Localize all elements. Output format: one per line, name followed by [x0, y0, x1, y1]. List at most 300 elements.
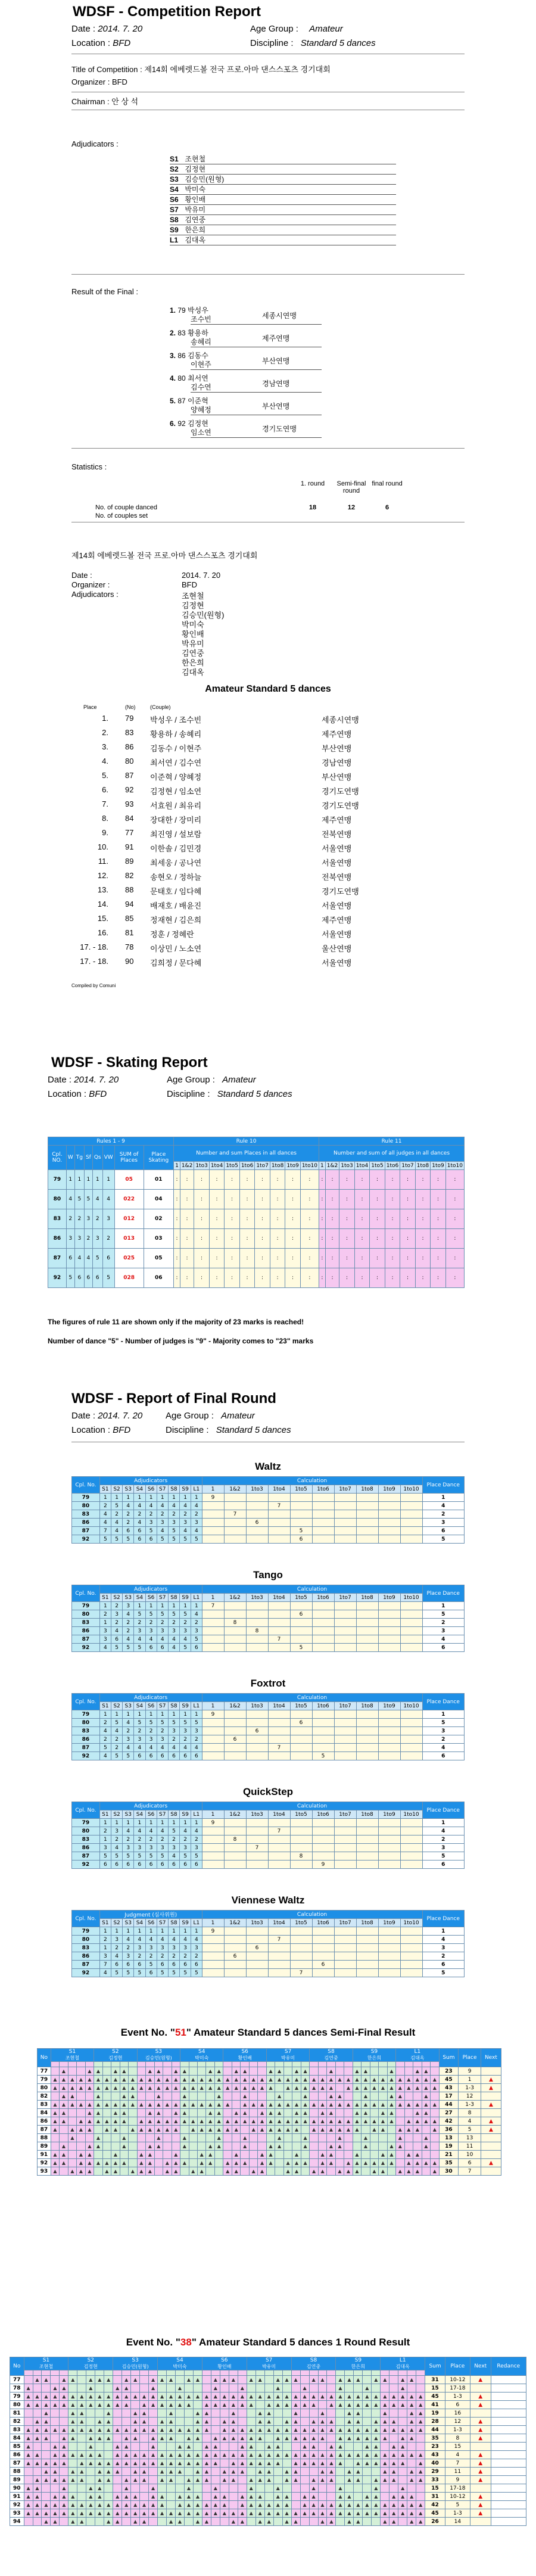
mark-cell — [77, 2443, 86, 2451]
mark-cell: ▲ — [211, 2393, 220, 2401]
col-couple: (Couple) — [150, 704, 171, 710]
judge-name: 김연중 — [324, 2055, 338, 2061]
calc-cell — [356, 1635, 378, 1644]
adjudicator-code: L1 — [170, 236, 179, 244]
calc-cell — [400, 1602, 422, 1610]
mark-cell — [94, 2151, 102, 2159]
dance-subcol — [104, 2370, 113, 2376]
mark-cell: ▲ — [60, 2142, 68, 2151]
mark-cell: ▲ — [211, 2459, 220, 2468]
dance-subcol — [113, 2370, 122, 2376]
mark-cell: ▲ — [146, 2067, 154, 2076]
mark-cell — [77, 2493, 86, 2501]
judge-mark: 5 — [145, 1610, 157, 1619]
mark-cell: ▲ — [137, 2084, 145, 2092]
mark-cell: ▲ — [345, 2393, 354, 2401]
dance-title: Viennese Waltz — [231, 1894, 305, 1906]
mark-row — [10, 2484, 526, 2493]
mark-cell: ▲ — [172, 2076, 180, 2084]
mark-cell — [223, 2151, 232, 2159]
mark-table — [10, 2357, 526, 2526]
cpl-no-header: Cpl. No. — [72, 1802, 100, 1819]
mark-cell: ▲ — [220, 2451, 229, 2459]
rule10-cell: : — [225, 1170, 240, 1190]
mark-cell — [318, 2092, 326, 2101]
judge-mark: 3 — [191, 1627, 202, 1635]
mark-cell: ▲ — [77, 2401, 86, 2409]
mark-cell: ▲ — [301, 2117, 309, 2126]
mark-redance — [491, 2476, 526, 2484]
mark-cell: ▲ — [180, 2067, 189, 2076]
rule10-cell: : — [300, 1268, 319, 1288]
mark-sum: 44 — [425, 2426, 445, 2434]
mark-cell — [198, 2067, 206, 2076]
mark-cell: ▲ — [154, 2084, 163, 2092]
s2-place: 12. — [97, 871, 108, 880]
calc-cell — [378, 1735, 400, 1744]
dance-subcol — [413, 2062, 422, 2067]
calc-col: 1to10 — [400, 1702, 422, 1710]
calc-col: 1to4 — [268, 1485, 290, 1494]
mark-cell: ▲ — [264, 2426, 273, 2434]
couple-no: 85 — [10, 2443, 24, 2451]
dance-place: 5 — [66, 1268, 74, 1288]
calc-cell — [246, 1619, 268, 1627]
rule10-cell: : — [180, 1190, 194, 1209]
mark-cell — [176, 2434, 185, 2443]
judge-mark: 3 — [145, 1944, 157, 1952]
s3-age-value: Amateur — [222, 1075, 256, 1085]
mark-cell: ▲ — [318, 2151, 326, 2159]
mark-cell — [223, 2067, 232, 2076]
mark-cell: ▲ — [24, 2484, 33, 2493]
judge-header — [310, 2049, 353, 2062]
calc-cell — [224, 1710, 246, 1719]
mark-cell: ▲ — [111, 2167, 120, 2176]
rule10-cell: : — [209, 1229, 225, 1249]
mark-next: ▲ — [481, 2084, 501, 2092]
mark-cell — [327, 2167, 335, 2176]
mark-cell — [214, 2159, 223, 2167]
mark-cell: ▲ — [202, 2501, 211, 2509]
mark-cell: ▲ — [300, 2434, 309, 2443]
mark-cell — [189, 2151, 197, 2159]
mark-cell: ▲ — [211, 2384, 220, 2393]
mark-cell — [353, 2134, 361, 2142]
judge-header — [291, 2357, 336, 2370]
dance-row — [72, 1852, 465, 1861]
mark-cell: ▲ — [362, 2134, 370, 2142]
judge-mark: 3 — [168, 1519, 179, 1527]
mark-cell — [180, 2126, 189, 2134]
mark-cell: ▲ — [264, 2468, 273, 2476]
mark-cell: ▲ — [158, 2468, 167, 2476]
calc-cell — [290, 1635, 312, 1644]
judge-mark: 5 — [134, 1969, 145, 1977]
mark-next: ▲ — [470, 2451, 491, 2459]
mark-cell — [370, 2151, 378, 2159]
judge-mark: 5 — [191, 1635, 202, 1644]
mark-cell: ▲ — [140, 2518, 149, 2526]
judge-mark: 1 — [134, 1602, 145, 1610]
mark-cell: ▲ — [158, 2493, 167, 2501]
mark-cell: ▲ — [282, 2476, 291, 2484]
dance-row — [72, 1752, 465, 1760]
mark-cell: ▲ — [131, 2518, 140, 2526]
mark-cell — [282, 2443, 291, 2451]
mark-sum: 26 — [425, 2518, 445, 2526]
mark-cell — [68, 2142, 76, 2151]
mark-cell — [111, 2142, 120, 2151]
rule11-cell: : — [445, 1170, 464, 1190]
s2-couple: 최세웅 / 공나연 — [150, 858, 202, 867]
judge-mark: 2 — [123, 1727, 134, 1735]
mark-cell: ▲ — [193, 2509, 202, 2518]
s3-age-row — [167, 1075, 256, 1085]
dance-place: 6 — [66, 1249, 74, 1268]
mark-cell: ▲ — [68, 2376, 77, 2384]
mark-redance — [491, 2434, 526, 2443]
judge-mark: 5 — [123, 1644, 134, 1652]
judge-mark: 4 — [134, 1502, 145, 1510]
mark-cell: ▲ — [407, 2518, 416, 2526]
mark-cell: ▲ — [318, 2167, 326, 2176]
judge-mark: 3 — [99, 1635, 111, 1644]
dance-place: 1 — [66, 1170, 74, 1190]
judge-mark: 4 — [191, 1610, 202, 1619]
s2-couple: 최서연 / 김수연 — [150, 758, 202, 767]
mark-cell — [68, 2109, 76, 2117]
mark-next — [470, 2484, 491, 2493]
s2-couple: 김정현 / 임소연 — [150, 787, 202, 796]
calc-cell — [202, 1527, 224, 1535]
calc-col: 1 — [202, 1594, 224, 1602]
judge-mark: 5 — [168, 1610, 179, 1619]
calc-cell — [268, 1610, 290, 1619]
judge-col: S8 — [168, 1485, 179, 1494]
s2-club: 부산연맹 — [322, 773, 352, 782]
dance-header: Qs — [92, 1146, 102, 1170]
mark-cell: ▲ — [149, 2501, 158, 2509]
mark-cell: ▲ — [249, 2126, 257, 2134]
judge-mark: 4 — [157, 1502, 168, 1510]
mark-cell: ▲ — [310, 2126, 318, 2134]
mark-cell — [60, 2134, 68, 2142]
mark-next: ▲ — [481, 2117, 501, 2126]
mark-cell: ▲ — [95, 2418, 104, 2426]
mark-cell — [381, 2384, 389, 2393]
mark-cell — [33, 2468, 42, 2476]
s2-club: 세종시연맹 — [322, 715, 359, 724]
mark-cell: ▲ — [407, 2509, 416, 2518]
calc-cell — [378, 1852, 400, 1861]
mark-cell: ▲ — [33, 2476, 42, 2484]
mark-cell: ▲ — [282, 2393, 291, 2401]
mark-cell: ▲ — [94, 2109, 102, 2117]
mark-cell — [413, 2092, 422, 2101]
s2-adjudicator: 김정현 — [182, 601, 204, 610]
mark-cell — [258, 2067, 266, 2076]
mark-sum: 44 — [439, 2101, 459, 2109]
mark-cell — [229, 2384, 238, 2393]
mark-cell: ▲ — [184, 2459, 193, 2468]
judge-mark: 4 — [111, 1844, 122, 1852]
rule10-cell: : — [174, 1190, 180, 1209]
rule11-cell: : — [445, 1268, 464, 1288]
mark-cell: ▲ — [404, 2076, 413, 2084]
location-row — [71, 38, 130, 48]
mark-cell — [387, 2126, 395, 2134]
s2-number: 84 — [125, 814, 134, 823]
rule11-cell: : — [415, 1209, 431, 1229]
mark-cell — [60, 2167, 68, 2176]
mark-cell: ▲ — [113, 2493, 122, 2501]
rule10-cell: : — [239, 1229, 255, 1249]
sum-of-places: 013 — [114, 1229, 144, 1249]
s2-couple: 배재호 / 배윤진 — [150, 901, 202, 910]
mark-cell — [176, 2484, 185, 2493]
mark-cell — [129, 2134, 137, 2142]
mark-cell: ▲ — [291, 2518, 300, 2526]
mark-cell: ▲ — [282, 2451, 291, 2459]
mark-cell — [154, 2151, 163, 2159]
place-dance: 3 — [422, 1727, 464, 1735]
mark-cell: ▲ — [310, 2167, 318, 2176]
mark-cell — [33, 2443, 42, 2451]
rule10-cell: : — [239, 1190, 255, 1209]
s2-adjudicator: 박유미 — [182, 639, 204, 648]
calc-cell — [312, 1494, 334, 1502]
mark-cell: ▲ — [238, 2459, 247, 2468]
calc-cell — [268, 1494, 290, 1502]
mark-cell — [163, 2151, 172, 2159]
mark-cell — [370, 2142, 378, 2151]
mark-cell: ▲ — [229, 2434, 238, 2443]
place-dance: 4 — [422, 1936, 464, 1944]
judge-col: S9 — [180, 1594, 191, 1602]
judge-mark: 5 — [191, 1719, 202, 1727]
mark-cell: ▲ — [258, 2167, 266, 2176]
mark-cell — [327, 2434, 336, 2443]
dance-place: 2 — [102, 1229, 114, 1249]
calc-cell — [378, 1727, 400, 1735]
calc-cell — [356, 1752, 378, 1760]
mark-cell: ▲ — [104, 2476, 113, 2484]
mark-cell: ▲ — [140, 2509, 149, 2518]
mark-cell: ▲ — [275, 2092, 283, 2101]
calc-cell — [356, 1936, 378, 1944]
final-place-no: 79 — [177, 306, 188, 315]
mark-cell: ▲ — [77, 2126, 85, 2134]
mark-cell — [258, 2142, 266, 2151]
dance-subcol — [193, 2370, 202, 2376]
mark-cell: ▲ — [336, 2459, 345, 2468]
mark-cell: ▲ — [327, 2142, 335, 2151]
calc-col: 1to5 — [290, 1702, 312, 1710]
mark-cell: ▲ — [363, 2509, 372, 2518]
mark-cell: ▲ — [167, 2468, 176, 2476]
mark-cell: ▲ — [167, 2451, 176, 2459]
mark-cell: ▲ — [387, 2076, 395, 2084]
mark-cell: ▲ — [172, 2159, 180, 2167]
mark-cell — [283, 2109, 292, 2117]
s2-adjudicator: 조현철 — [182, 592, 204, 601]
dance-subcol — [404, 2062, 413, 2067]
mark-sum: 13 — [439, 2134, 459, 2142]
rule10-cell: : — [180, 1209, 194, 1229]
mark-cell: ▲ — [398, 2451, 407, 2459]
mark-cell: ▲ — [363, 2451, 372, 2459]
mark-cell — [86, 2409, 95, 2418]
mark-cell — [336, 2409, 345, 2418]
calc-cell — [224, 1969, 246, 1977]
judge-code: S4 — [198, 2049, 205, 2055]
final-partner-b: 양혜정 — [191, 406, 211, 414]
mark-cell: ▲ — [273, 2451, 282, 2459]
calc-cell — [400, 1944, 422, 1952]
calc-cell — [312, 1744, 334, 1752]
mark-cell: ▲ — [154, 2067, 163, 2076]
judge-mark: 5 — [168, 1969, 179, 1977]
mark-cell: ▲ — [77, 2167, 85, 2176]
mark-cell: ▲ — [193, 2468, 202, 2476]
couple-no: 87 — [38, 2126, 51, 2134]
mark-cell: ▲ — [291, 2376, 300, 2384]
s2-club: 제주연맹 — [322, 816, 352, 825]
mark-cell: ▲ — [396, 2126, 404, 2134]
mark-cell: ▲ — [387, 2159, 395, 2167]
mark-cell: ▲ — [206, 2159, 214, 2167]
mark-cell: ▲ — [407, 2393, 416, 2401]
organizer-label: Organizer : — [71, 77, 110, 86]
cpl-no: 92 — [72, 1861, 100, 1869]
rule10-cell: : — [225, 1249, 240, 1268]
mark-cell — [189, 2067, 197, 2076]
mark-cell — [258, 2092, 266, 2101]
dance-header: Tg — [74, 1146, 84, 1170]
s4-age-value: Amateur — [221, 1411, 255, 1421]
judge-col: S8 — [168, 1810, 179, 1819]
rule10-cell: : — [270, 1190, 285, 1209]
calc-col: 1to7 — [400, 1162, 416, 1170]
mark-cell: ▲ — [149, 2384, 158, 2393]
calc-cell — [246, 1527, 268, 1535]
mark-cell: ▲ — [327, 2426, 336, 2434]
calc-cell — [290, 1519, 312, 1527]
mark-place: 16 — [445, 2409, 470, 2418]
mark-cell: ▲ — [241, 2067, 249, 2076]
mark-cell: ▲ — [273, 2384, 282, 2393]
mark-cell — [94, 2167, 102, 2176]
mark-place: 12 — [459, 2092, 481, 2101]
sum-of-places: 025 — [114, 1249, 144, 1268]
rule10-cell: : — [270, 1249, 285, 1268]
mark-cell: ▲ — [407, 2409, 416, 2418]
calc-col: 1 — [174, 1162, 180, 1170]
couple-no: 89 — [10, 2476, 24, 2484]
mark-cell — [300, 2418, 309, 2426]
mark-cell: ▲ — [149, 2426, 158, 2434]
dance-subcol — [300, 2370, 309, 2376]
mark-cell — [275, 2151, 283, 2159]
calc-col: 1to3 — [194, 1162, 210, 1170]
mark-cell: ▲ — [258, 2151, 266, 2159]
mark-cell — [310, 2092, 318, 2101]
mark-cell: ▲ — [318, 2159, 326, 2167]
mark-cell — [229, 2484, 238, 2493]
mark-cell: ▲ — [318, 2451, 327, 2459]
mark-cell: ▲ — [60, 2109, 68, 2117]
couple-no: 91 — [10, 2493, 24, 2501]
mark-cell: ▲ — [318, 2476, 327, 2484]
mark-place: 1 — [459, 2076, 481, 2084]
judge-col: L1 — [191, 1919, 202, 1927]
mark-cell — [300, 2518, 309, 2526]
final-partner-b: 김수연 — [191, 383, 211, 391]
adjudicator-item — [170, 214, 396, 225]
judge-col: S1 — [99, 1485, 111, 1494]
calc-cell — [400, 1644, 422, 1652]
mark-cell — [344, 2109, 353, 2117]
calc-cell — [202, 1852, 224, 1861]
calc-cell — [268, 1819, 290, 1827]
s2-club: 제주연맹 — [322, 916, 352, 925]
calc-col: 1to7 — [334, 1702, 356, 1710]
mark-cell: ▲ — [220, 2418, 229, 2426]
mark-cell: ▲ — [33, 2451, 42, 2459]
mark-row — [38, 2126, 501, 2134]
calc-cell: 7 — [290, 1969, 312, 1977]
mark-cell: ▲ — [238, 2518, 247, 2526]
mark-cell: ▲ — [176, 2509, 185, 2518]
mark-cell: ▲ — [264, 2451, 273, 2459]
mark-cell — [158, 2409, 167, 2418]
mark-cell: ▲ — [24, 2426, 33, 2434]
mark-cell: ▲ — [102, 2117, 111, 2126]
mark-cell — [176, 2418, 185, 2426]
rule11-cell: : — [431, 1229, 446, 1249]
mark-cell: ▲ — [51, 2451, 60, 2459]
mark-cell: ▲ — [404, 2151, 413, 2159]
judge-mark: 2 — [168, 1619, 179, 1627]
calc-cell — [378, 1861, 400, 1869]
dance-subcol — [389, 2370, 398, 2376]
place-dance-header: Place Dance — [422, 1477, 464, 1494]
mark-cell: ▲ — [292, 2159, 301, 2167]
calc-cell — [268, 1527, 290, 1535]
mark-cell: ▲ — [51, 2109, 59, 2117]
mark-cell: ▲ — [120, 2067, 128, 2076]
mark-cell — [241, 2151, 249, 2159]
mark-cell: ▲ — [129, 2076, 137, 2084]
calc-cell — [290, 1835, 312, 1844]
judge-name: 김정현 — [83, 2364, 98, 2369]
mark-cell: ▲ — [327, 2468, 336, 2476]
mark-cell: ▲ — [104, 2434, 113, 2443]
s2-couple: 이상민 / 노소연 — [150, 944, 202, 953]
judge-mark: 4 — [180, 1744, 191, 1752]
s4-discipline-value: Standard 5 dances — [216, 1425, 291, 1435]
toc-value: 제14회 에베렛드볼 전국 프로.아마 댄스스포츠 경기대회 — [144, 65, 331, 74]
mark-cell: ▲ — [327, 2476, 336, 2484]
rule11-cell: : — [319, 1170, 326, 1190]
mark-cell — [220, 2443, 229, 2451]
mark-cell — [129, 2151, 137, 2159]
mark-cell: ▲ — [264, 2418, 273, 2426]
dance-subcol — [232, 2062, 240, 2067]
mark-cell: ▲ — [353, 2126, 361, 2134]
mark-cell: ▲ — [309, 2501, 318, 2509]
